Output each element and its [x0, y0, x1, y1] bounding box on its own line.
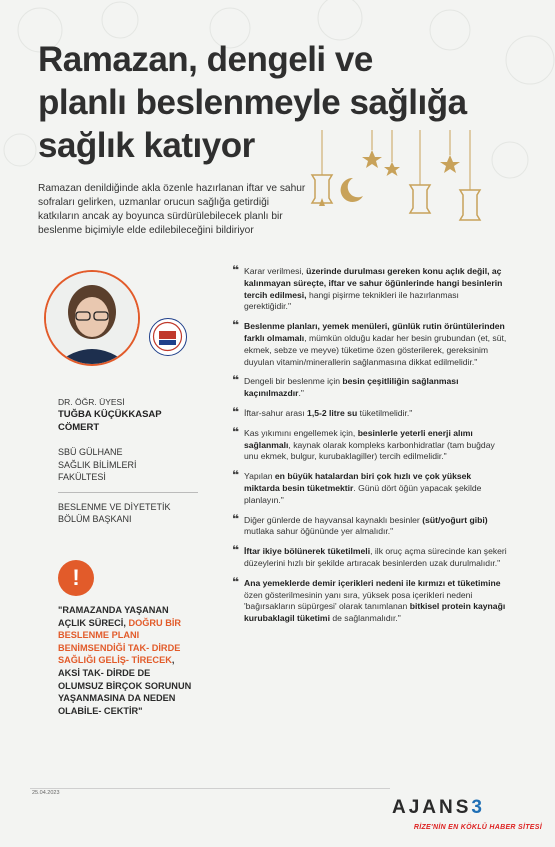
quote-item: ❝ Karar verilmesi, üzerinde durulması gereken konu açlık değil, aç kalınmayan süreçte, iftar ve sahur öğünlerinde hangi besinlerin tercih edilmesi, hangi pişirme teknikleri ile hazırlanması gerektiğidir." — [232, 263, 503, 312]
quote-mark-icon: ❝ — [232, 574, 240, 589]
ramadan-lanterns-illustration — [300, 130, 500, 230]
quote-item: ❝ Yapılan en büyük hatalardan biri çok hızlı ve çok yüksek miktarda besin tüketmektir. Günü dört öğün yapacak şekilde planlayın." — [232, 468, 482, 505]
university-seal-icon — [150, 319, 185, 354]
quote-item: ❝ Ana yemeklerde demir içerikleri nedeni ile kırmızı et tüketimine özen gösterilmesinin yanı sıra, yüksek posa içerikleri nedeni 'bağırsakların süpürgesi' olarak tanımlanan bitkisel protein kaynağı kurubaklagil tüketimi de sağlanmalıdır." — [232, 574, 506, 624]
quotes-list — [232, 263, 507, 633]
quote-item: ❝ İftar ikiye bölünerek tüketilmeli, ilk oruç açma sürecinde kan şekeri düzeylerini hızlı bir şekilde artıracak besinlerden uzak durulmalıdır." — [232, 543, 507, 568]
pull-quote-part-3: , AKSİ TAK- DİRDE DE OLUMSUZ BİRÇOK SORUNUN YAŞANMASINA DA NEDEN OLABİLE- CEKTİR" — [58, 655, 192, 716]
brand-wordmark: AJANS3 — [392, 797, 485, 818]
quote-mark-icon: ❝ — [232, 263, 240, 277]
pull-quote-part-1: "RAMAZANDA YAŞANAN AÇLIK SÜRECİ, — [58, 605, 169, 628]
footer-divider — [30, 788, 390, 789]
pull-quote-highlight: DOĞRU BİR BESLENME PLANI BENİMSENDİĞİ TAK- DİRDE SAĞLIĞI GELİŞ- TİRECEK — [58, 617, 182, 666]
expert-unit-line-2: SAĞLIK BİLİMLERİ — [58, 459, 137, 470]
quote-item: ❝ Dengeli bir beslenme için besin çeşitliliğin sağlanması kaçınılmazdır." — [232, 373, 459, 399]
expert-name-line-2: CÖMERT — [58, 422, 100, 433]
headline-line-3: sağlık katıyor — [38, 126, 255, 165]
ajans3-logo-link[interactable] — [392, 797, 550, 837]
exclamation-icon: ! — [58, 560, 94, 596]
headline-line-2: planlı beslenmeyle sağlığa — [38, 83, 467, 122]
expert-dept-line-1: BESLENME VE DİYETETİK — [58, 501, 171, 512]
expert-name-line-1: TUĞBA KÜÇÜKKASAP — [58, 409, 162, 420]
pull-quote — [58, 604, 198, 717]
quote-item: ❝ Beslenme planları, yemek menüleri, günlük rutin örüntülerinden farklı olmamalı, mümkün olduğu kadar her besin grubundan (et, süt, ekmek, sebze ve meyve) tüketime özen gösterilerek, gereksinim duyulan vitamin/minerallerin sağlanmasına dikkat edilmelidir." — [232, 318, 507, 367]
quote-mark-icon: ❝ — [232, 318, 240, 333]
quote-item: ❝ Kas yıkımını engellemek için, besinlerle yeterli enerji alımı sağlanmalı, kaynak olarak kompleks karbonhidratlar (tam buğday unu ekmek, bulgur, kurubaklagiller) tercih edilmelidir." — [232, 424, 495, 462]
quote-mark-icon: ❝ — [232, 468, 240, 483]
brand-slogan: RİZE'NİN EN KÖKLÜ HABER SİTESİ — [413, 824, 542, 831]
headline-line-1: Ramazan, dengeli ve — [38, 40, 373, 79]
publish-date: 25.04.2023 — [32, 790, 60, 796]
university-logo — [149, 318, 187, 356]
quote-mark-icon: ❝ — [232, 511, 240, 526]
expert-unit-line-3: FAKÜLTESİ — [58, 472, 106, 482]
portrait-image — [46, 272, 138, 364]
expert-dept-line-2: BÖLÜM BAŞKANI — [58, 514, 132, 524]
intro-paragraph: Ramazan denildiğinde akla özenle hazırlanan iftar ve sahur sofraları gelirken, uzmanlar orucun sağlığa getirdiği katkıların ancak ay boyunca sürdürülebilecek planlı bir beslenme biçimiyle elde edilebileceğini bildiriyor — [38, 183, 306, 236]
expert-info — [58, 396, 208, 526]
quote-mark-icon: ❝ — [232, 404, 240, 419]
quote-item: ❝ Diğer günlerde de hayvansal kaynaklı besinler (süt/yoğurt gibi) mutlaka sahur öğününde yer almalıdır." — [232, 511, 488, 537]
quote-mark-icon: ❝ — [232, 424, 240, 439]
expert-portrait — [44, 270, 140, 366]
quote-mark-icon: ❝ — [232, 373, 240, 388]
quote-mark-icon: ❝ — [232, 543, 240, 558]
expert-role: DR. ÖĞR. ÜYESİ — [58, 397, 125, 407]
divider — [58, 492, 198, 493]
expert-unit-line-1: SBÜ GÜLHANE — [58, 447, 123, 457]
quote-item: ❝ İftar-sahur arası 1,5-2 litre su tüketilmelidir." — [232, 404, 413, 419]
